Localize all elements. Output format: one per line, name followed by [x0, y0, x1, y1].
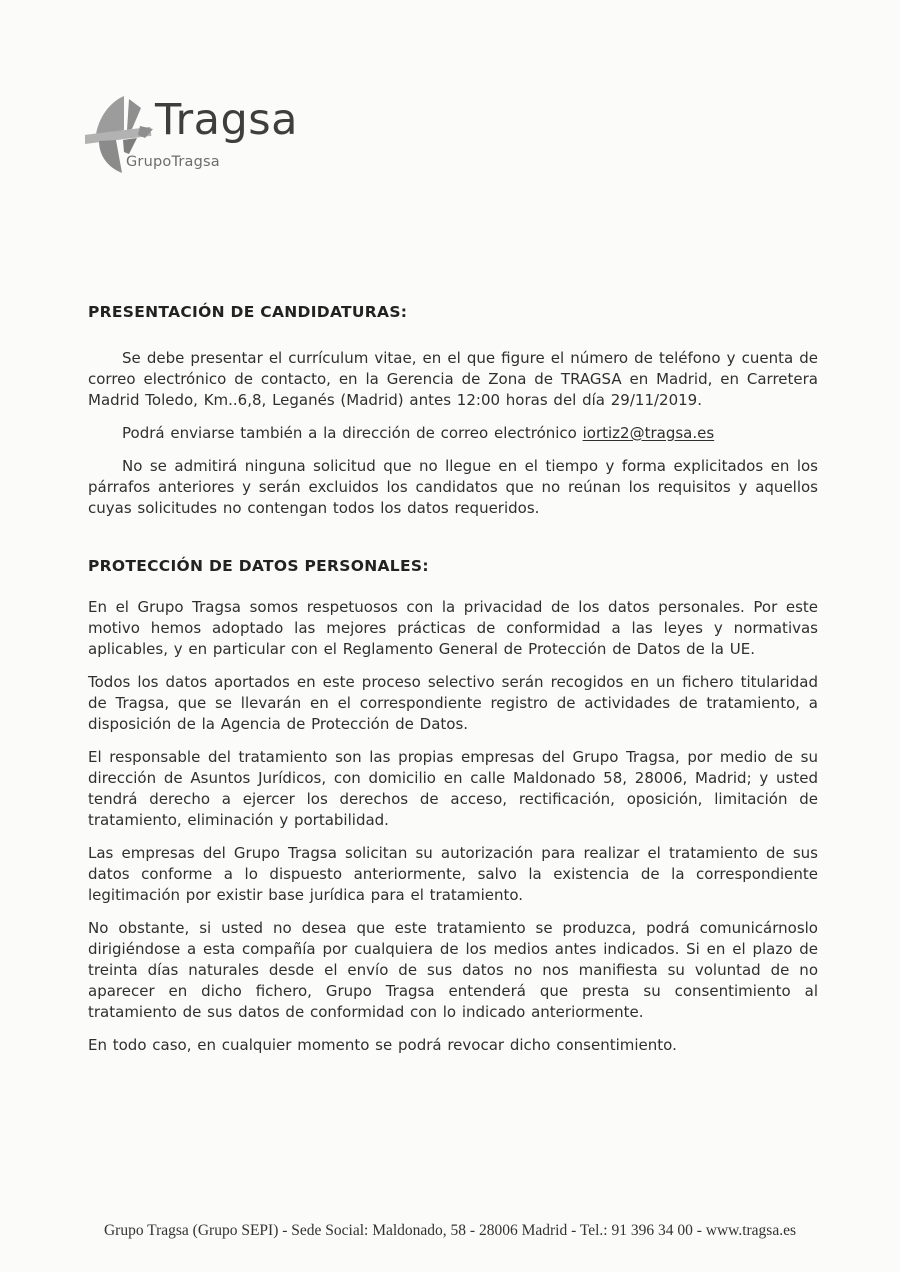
paragraph-no-admision: No se admitirá ninguna solicitud que no llegue en el tiempo y forma explicitados en los párrafos anteriores y serán excluidos los candidatos que no reúnan los requisitos y aquellos cuyas solicitudes no contengan todos los datos requeridos. [88, 456, 818, 517]
paragraph-autorizacion: Las empresas del Grupo Tragsa solicitan su autorización para realizar el tratamiento de sus datos conforme a lo dispuesto anteriormente, salvo la existencia de la correspondiente legitimación por existir base jurídica para el tratamiento. [88, 844, 818, 905]
section-presentacion-candidaturas [88, 303, 818, 519]
paragraph-fichero: Todos los datos aportados en este proceso selectivo serán recogidos en un fichero titularidad de Tragsa, que se llevarán en el correspondiente registro de actividades de tratamiento, a disposición de la Agencia de Protección de Datos. [88, 673, 818, 734]
paragraph-presentar-curriculum: Se debe presentar el currículum vitae, en el que figure el número de teléfono y cuenta de correo electrónico de contacto, en la Gerencia de Zona de TRAGSA en Madrid, en Carretera Madrid Toledo, Km..6,8, Leganés (Madrid) antes 12:00 horas del día 29/11/2019. [88, 348, 818, 409]
paragraph-responsable: El responsable del tratamiento son las propias empresas del Grupo Tragsa, por medio de su dirección de Asuntos Jurídicos, con domicilio en calle Maldonado 58, 28006, Madrid; y usted tendrá derecho a ejercer los derechos de acceso, rectificación, oposición, limitación de tratamiento, eliminación y portabilidad. [88, 748, 818, 830]
footer-contact-line: Grupo Tragsa (Grupo SEPI) - Sede Social: Maldonado, 58 - 28006 Madrid - Tel.: 91 396 34 00 - www.tragsa.es [103, 1222, 797, 1239]
paragraph-envio-correo [88, 423, 818, 444]
email-link[interactable]: iortiz2@tragsa.es [582, 423, 715, 442]
page-footer [0, 1222, 900, 1240]
document-body [88, 0, 818, 1068]
section-proteccion-datos [88, 557, 818, 1057]
paragraph-revocar: En todo caso, en cualquier momento se podrá revocar dicho consentimiento. [88, 1036, 677, 1055]
heading-presentacion-candidaturas: PRESENTACIÓN DE CANDIDATURAS: [88, 303, 408, 321]
logo-subtext: GrupoTragsa [126, 154, 220, 170]
paragraph-envio-correo-text: Podrá enviarse también a la dirección de correo electrónico [122, 423, 577, 442]
paragraph-privacidad: En el Grupo Tragsa somos respetuosos con la privacidad de los datos personales. Por este motivo hemos adoptado las mejores prácticas de conformidad a las leyes y normativas aplicables, y en particular con el Reglamento General de Protección de Datos de la UE. [88, 598, 818, 659]
paragraph-no-obstante: No obstante, si usted no desea que este tratamiento se produzca, podrá comunicárnoslo dirigiéndose a esta compañía por cualquiera de los medios antes indicados. Si en el plazo de treinta días naturales desde el envío de sus datos no nos manifiesta su voluntad de no aparecer en dicho fichero, Grupo Tragsa entenderá que presta su consentimiento al tratamiento de sus datos de conformidad con lo indicado anteriormente. [88, 919, 818, 1022]
heading-proteccion-datos: PROTECCIÓN DE DATOS PERSONALES: [88, 556, 429, 575]
logo-wordmark: Tragsa [155, 95, 299, 145]
